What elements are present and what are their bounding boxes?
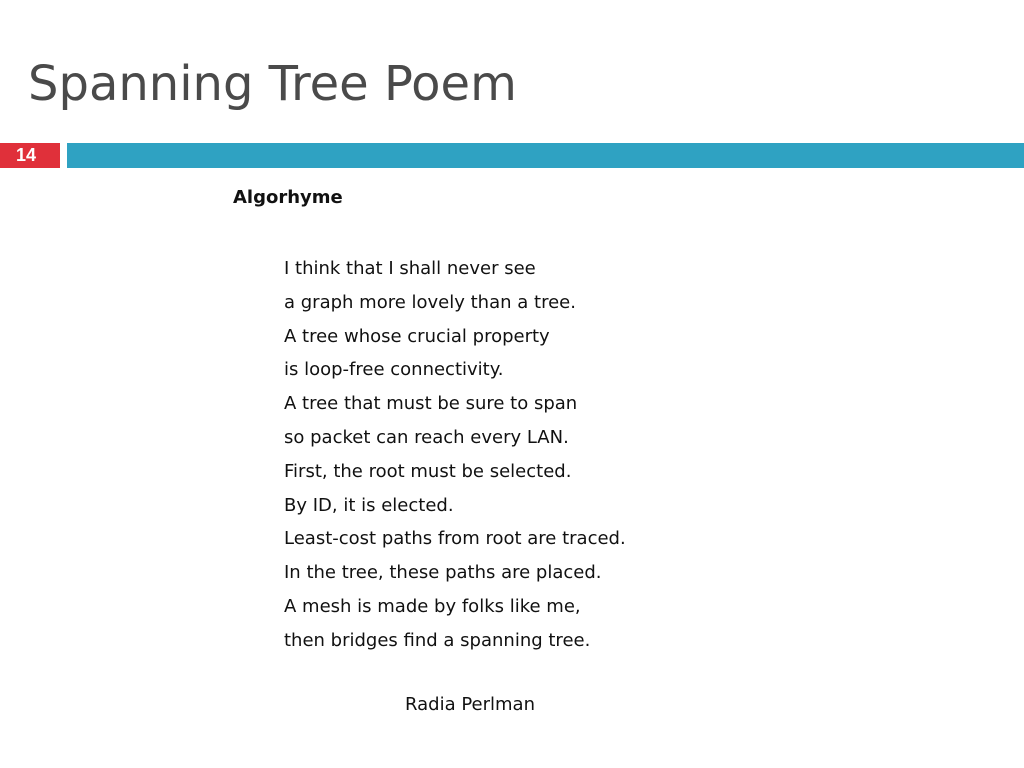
- poem-line: is loop-free connectivity.: [284, 359, 504, 381]
- poem-line: In the tree, these paths are placed.: [284, 562, 602, 584]
- poem-line: Least-cost paths from root are traced.: [284, 528, 626, 550]
- poem-author: Radia Perlman: [405, 694, 535, 715]
- poem-line: so packet can reach every LAN.: [284, 426, 569, 448]
- poem-title: Algorhyme: [233, 187, 343, 208]
- poem-line: then bridges find a spanning tree.: [284, 629, 591, 651]
- poem-body: [284, 252, 626, 658]
- slide-number-badge: 14: [0, 143, 60, 168]
- poem-line: A mesh is made by folks like me,: [284, 595, 581, 617]
- header-divider-bar: [67, 143, 1024, 168]
- poem-line: By ID, it is elected.: [284, 494, 454, 516]
- poem-line: a graph more lovely than a tree.: [284, 291, 576, 313]
- poem-line: I think that I shall never see: [284, 258, 536, 279]
- slide-title: Spanning Tree Poem: [28, 56, 517, 112]
- poem-line: First, the root must be selected.: [284, 460, 572, 482]
- poem-line: A tree that must be sure to span: [284, 393, 578, 415]
- poem-line: A tree whose crucial property: [284, 325, 550, 347]
